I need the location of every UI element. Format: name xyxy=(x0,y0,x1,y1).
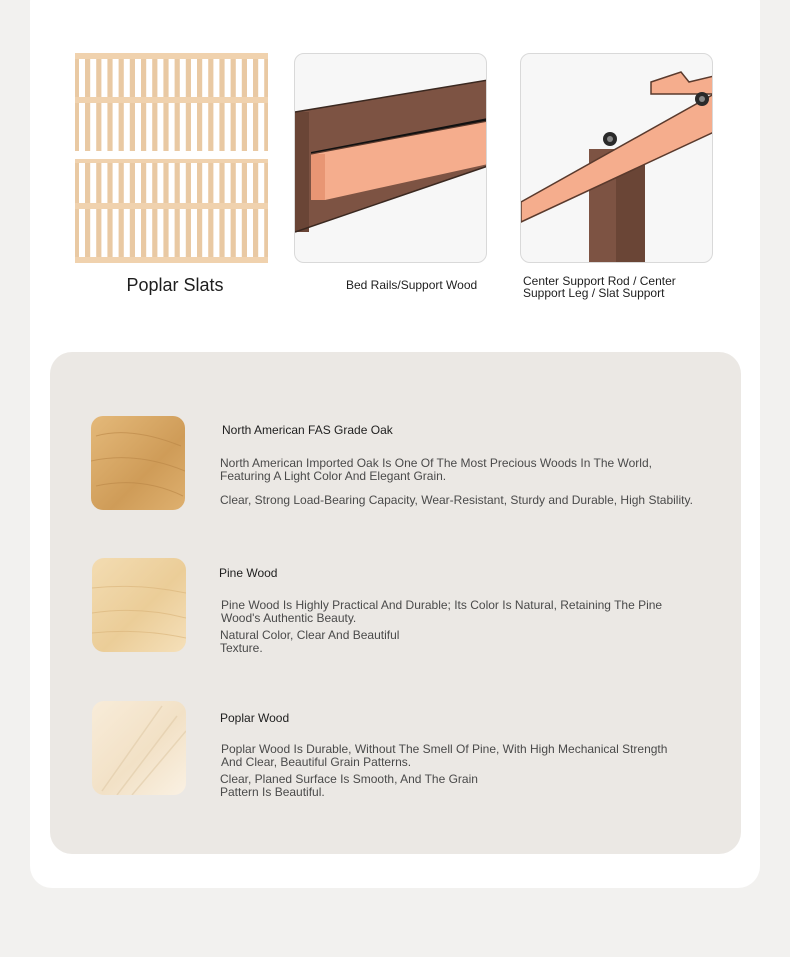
oak-features xyxy=(220,494,693,507)
poplar-features-line1: Clear, Planed Surface Is Smooth, And The Grain xyxy=(220,772,478,786)
poplar-description-line1: Poplar Wood Is Durable, Without The Smell Of Pine, With High Mechanical Strength xyxy=(221,742,668,756)
center-support-label-line2: Support Leg / Slat Support xyxy=(523,286,665,300)
pine-description-line1: Pine Wood Is Highly Practical And Durable; Its Color Is Natural, Retaining The Pine xyxy=(221,598,663,612)
pine-features-line1: Natural Color, Clear And Beautiful xyxy=(220,628,400,642)
oak-swatch xyxy=(91,416,185,510)
pine-swatch xyxy=(92,558,186,652)
bed-rails-image xyxy=(294,53,487,263)
poplar-slats-image xyxy=(75,53,268,263)
pine-description xyxy=(221,599,662,625)
bed-rails-label: Bed Rails/Support Wood xyxy=(346,278,478,292)
center-support-label xyxy=(523,275,676,299)
pine-description-line2: Wood's Authentic Beauty. xyxy=(221,611,357,625)
center-support-image xyxy=(520,53,713,263)
oak-features-line1: Clear, Strong Load-Bearing Capacity, Wear-Resistant, Sturdy and Durable, High Stability. xyxy=(220,493,693,507)
oak-title: North American FAS Grade Oak xyxy=(222,423,393,437)
poplar-description xyxy=(221,743,667,769)
pine-title: Pine Wood xyxy=(219,566,278,580)
oak-description-line1: North American Imported Oak Is One Of The Most Precious Woods In The World, xyxy=(220,456,652,470)
poplar-slats-label: Poplar Slats xyxy=(126,275,224,295)
oak-description xyxy=(220,457,652,483)
poplar-description-line2: And Clear, Beautiful Grain Patterns. xyxy=(221,755,412,769)
poplar-title: Poplar Wood xyxy=(220,711,290,725)
poplar-swatch xyxy=(92,701,186,795)
pine-features-line2: Texture. xyxy=(220,641,263,655)
poplar-features-line2: Pattern Is Beautiful. xyxy=(220,785,325,799)
center-support-label-line1: Center Support Rod / Center xyxy=(523,274,676,288)
oak-description-line2: Featuring A Light Color And Elegant Grain. xyxy=(220,469,447,483)
pine-features xyxy=(220,629,399,655)
poplar-features xyxy=(220,773,478,799)
